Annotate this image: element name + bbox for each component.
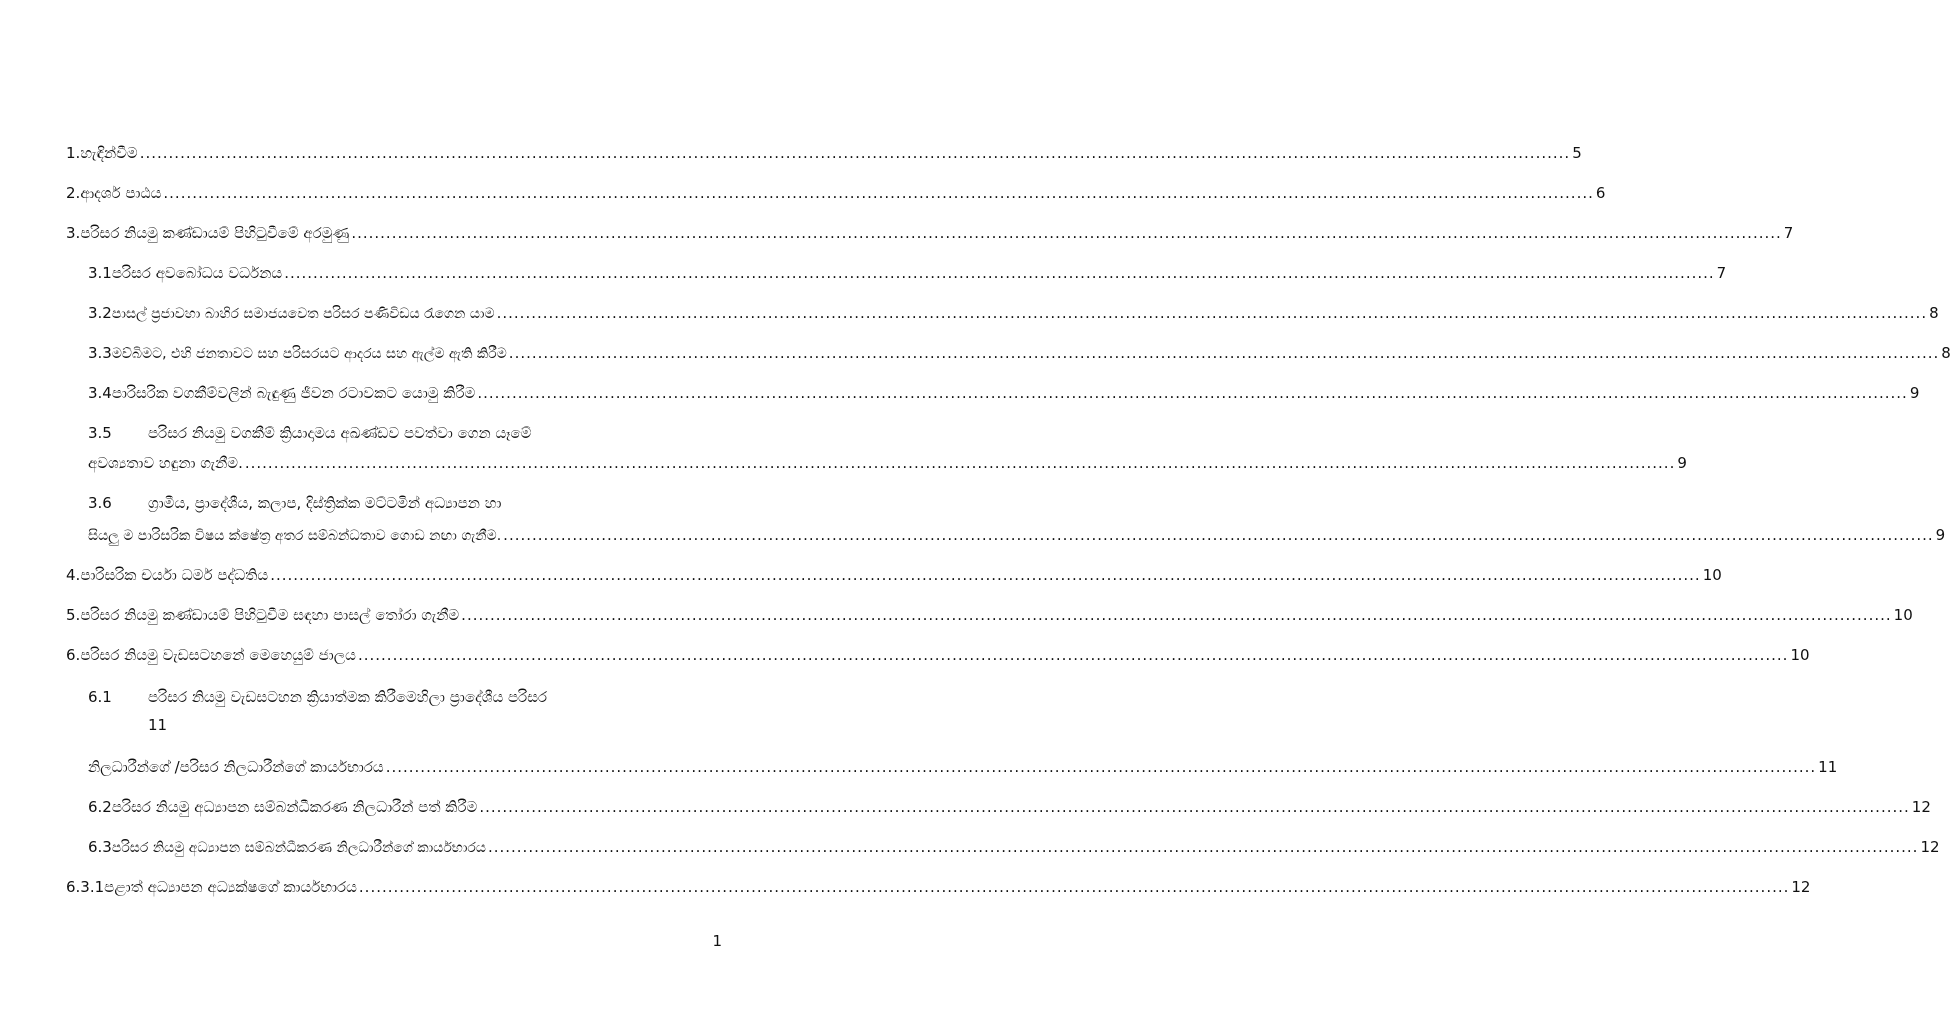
toc-title: පරිසර නියමු කණ්ඩායම් පිහිටුවීම සඳහා පාසල් තෝරා ගැනීම [80,606,460,624]
toc-page: 12 [1911,798,1931,816]
toc-title: පරිසර නියමු වැඩසටහන ක්‍රියාත්මක කිරීමෙහිලා ප්‍රාදේශීය පරිසර [148,688,548,706]
toc-page: 12 [1920,838,1940,856]
toc-leader [140,144,1570,162]
toc-title-continued: අවශ්‍යතාව හඳුනා ගැනීම. [88,454,243,472]
toc-leader [284,264,1714,282]
toc-entry[interactable] [66,878,1811,896]
toc-title: පාරිසරික වගකීම්වලින් බැඳුණු ජීවන රටාවකට යොමු කිරීම [111,384,476,402]
toc-leader [503,526,1933,544]
toc-title: පරිසර නියමු වැඩසටහනේ මෙහෙයුම් ජාලය [80,646,356,664]
toc-page: 10 [1893,606,1913,624]
toc-title: පරිසර නියමු කණ්ඩායම් පිහිටුවීමේ අරමුණු [80,224,350,242]
toc-leader [163,184,1593,202]
toc-entry-line-2[interactable] [88,758,1838,776]
toc-leader [245,454,1675,472]
toc-title: පරිසර නියමු වගකීම් ක්‍රියාදාමය අඛණ්ඩව පවත්වා ගෙන යෑමේ [148,424,532,442]
toc-leader [351,224,1781,242]
toc-page: 7 [1716,264,1727,282]
toc-number: 2. [66,184,81,202]
toc-leader [497,304,1927,322]
toc-leader [358,646,1788,664]
toc-stray-page-number: 11 [148,716,168,734]
toc-title: පාසල් ප්‍රජාවහා බාහිර සමාජයවෙත පරිසර පණිවිඩය රැගෙන යාම [111,306,495,322]
toc-title: පාරිසරික චර්යා ධර්ම පද්ධතිය [80,566,269,584]
toc-leader [509,344,1939,362]
toc-number: 6.2 [88,798,112,816]
toc-entry-line-1[interactable] [88,494,501,512]
toc-entry-line-2[interactable] [88,454,1687,472]
toc-number: 4. [66,566,81,584]
toc-page: 9 [1935,526,1946,544]
toc-title: පරිසර නියමු අධ්‍යාපන සම්බන්ධීකරණ නිලධාරීන් පත් කිරීම [111,798,478,816]
toc-number: 6. [66,646,81,664]
toc-entry[interactable] [66,566,1722,584]
toc-entry[interactable] [66,144,1582,162]
toc-entry-stray-page [148,716,167,734]
toc-leader [488,838,1918,856]
toc-title-continued: නිලධාරීන්ගේ /පරිසර නිලධාරීන්ගේ කාර්යභාරය [88,758,384,776]
toc-entry[interactable] [66,224,1794,242]
toc-number: 3.3 [88,344,112,362]
toc-number: 6.1 [88,688,112,706]
page-number: 1 [712,932,722,950]
toc-entry[interactable] [88,798,1931,816]
toc-number: 3.1 [88,264,112,282]
toc-number: 3.2 [88,304,112,322]
toc-leader [479,798,1909,816]
toc-number: 3.5 [88,424,112,442]
toc-page: 10 [1702,566,1722,584]
toc-page: 9 [1677,454,1687,472]
toc-entry[interactable] [88,344,1951,362]
toc-leader [270,566,1700,584]
toc-entry[interactable] [88,384,1920,402]
toc-leader [477,384,1907,402]
toc-entry[interactable] [66,646,1810,664]
toc-leader [359,878,1789,896]
toc-entry[interactable] [66,184,1606,202]
toc-title: ආදර්ශ පාඨය [80,184,162,202]
toc-page: 11 [1818,758,1838,776]
toc-leader [461,606,1891,624]
toc-page: 10 [1790,646,1810,664]
toc-title: හැඳින්වීම [80,144,138,162]
toc-entry[interactable] [88,304,1939,322]
toc-title: පළාත් අධ්‍යාපන අධ්‍යක්ෂගේ කාර්යභාරය [104,878,357,896]
toc-title: පරිසර අවබෝධය වර්ධනය [111,264,283,282]
toc-entry-line-1[interactable] [88,424,531,442]
toc-number: 6.3 [88,838,112,856]
toc-title: පරිසර නියමු අධ්‍යාපන සම්බන්ධීකරණ නිලධාරීන්ගේ කාර්යභාරය [111,840,486,856]
toc-title-continued: සියලු ම පාරිසරික විෂය ක්ෂේත්‍ර අතර සම්බන්ධතාව ගොඩ නඟා ගැනීම. [88,528,502,544]
toc-number: 5. [66,606,81,624]
toc-title: මව්බිමට, එහි ජනතාවට සහ පරිසරයට ආදරය සහ ඇල්ම ඇති කිරීම [111,346,507,362]
toc-title: ග්‍රාමීය, ප්‍රාදේශීය, කලාප, දිස්ත්‍රික්ක මට්ටමින් අධ්‍යාපන හා [148,494,502,512]
toc-number: 3.6 [88,494,112,512]
toc-entry[interactable] [88,838,1940,856]
toc-page: 12 [1791,878,1811,896]
toc-number: 6.3.1 [66,878,105,896]
toc-number: 3. [66,224,81,242]
toc-page: 9 [1909,384,1920,402]
toc-entry[interactable] [88,264,1727,282]
toc-number: 3.4 [88,384,112,402]
toc-entry-line-2[interactable] [88,526,1946,544]
toc-page: 5 [1572,144,1582,162]
toc-page: 7 [1783,224,1794,242]
toc-page: 8 [1941,344,1951,362]
toc-entry[interactable] [66,606,1913,624]
toc-leader [386,758,1816,776]
toc-page: 8 [1929,304,1939,322]
toc-entry-line-1[interactable] [88,688,547,706]
toc-page: 6 [1595,184,1606,202]
toc-number: 1. [66,144,81,162]
